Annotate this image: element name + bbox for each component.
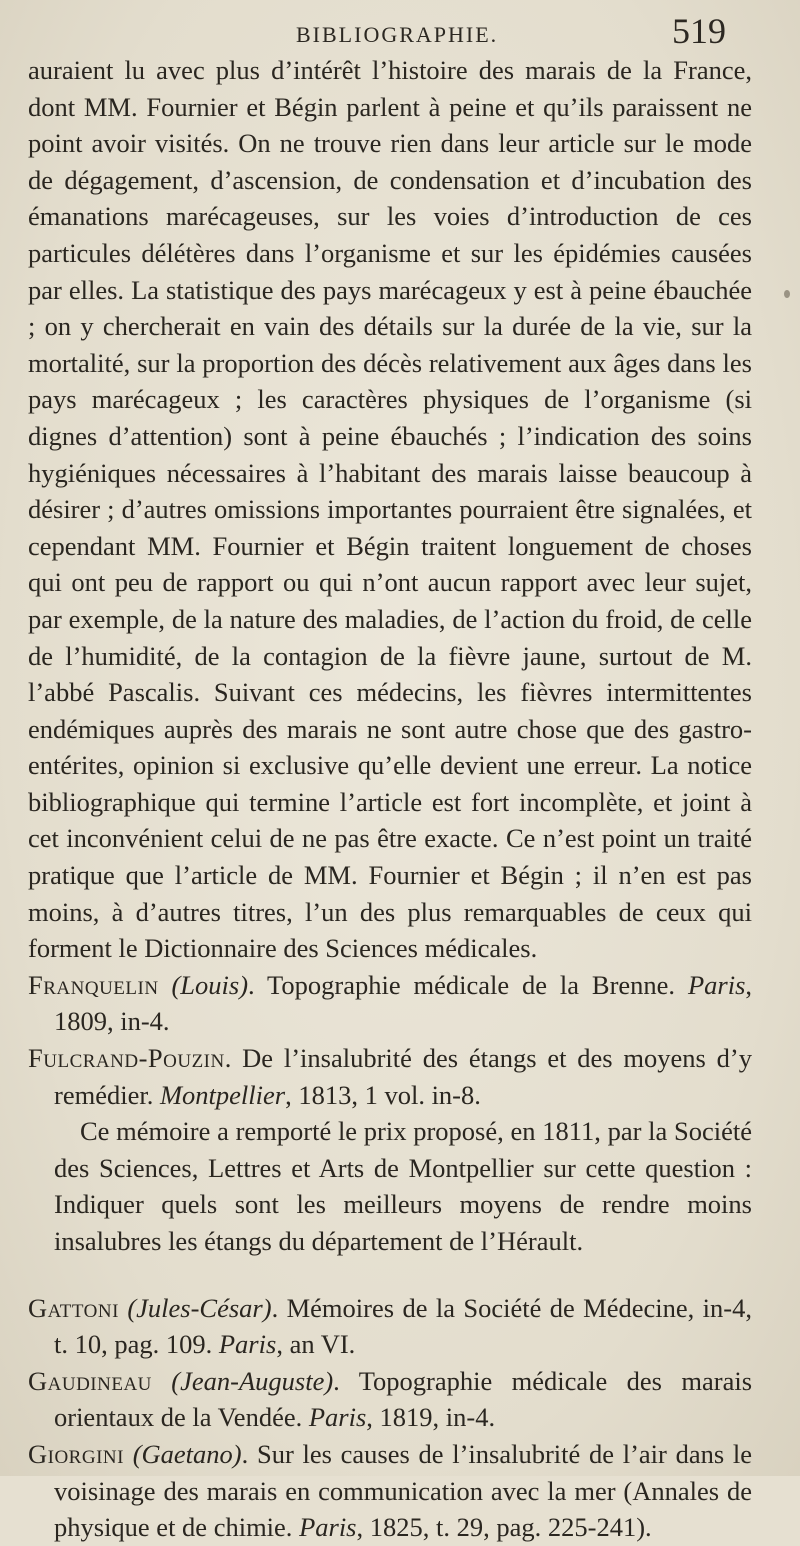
- entry-author: Gaudineau: [28, 1365, 152, 1396]
- entry-title: . Sur les causes de l’insalubrité de l’air dans le voisinage des marais en communication avec la mer (Annales de physique et de chimie.: [54, 1438, 752, 1543]
- page-body: [28, 52, 752, 1546]
- entry-author: Gattoni: [28, 1292, 119, 1323]
- entry-given-name: (Jean-Auguste): [171, 1365, 334, 1396]
- page-header: [0, 2, 800, 51]
- entry-details: , 1819, in-4.: [366, 1402, 496, 1433]
- entry-title: . De l’insalubrité des étangs et des moyens d’y remédier.: [54, 1043, 752, 1110]
- entry-title: . Topographie médicale des marais orientaux de la Vendée.: [54, 1365, 753, 1433]
- entry-place: Paris: [299, 1512, 357, 1543]
- entry-given-name: (Gaetano): [132, 1438, 242, 1469]
- bibliography-entry: [28, 1290, 752, 1363]
- bibliography-entry: [28, 1436, 752, 1546]
- bibliography-entry: [28, 1363, 752, 1436]
- entry-details: , an VI.: [276, 1329, 356, 1360]
- entry-details: , 1825, t. 29, pag. 225-241).: [356, 1512, 652, 1543]
- entry-place: Paris: [218, 1329, 277, 1360]
- page-number: 519: [672, 11, 726, 51]
- entry-given-name: (Jules-César): [127, 1292, 272, 1323]
- running-title: BIBLIOGRAPHIE.: [296, 22, 499, 47]
- paper-stain: [784, 290, 790, 298]
- bibliography-entry: [28, 967, 752, 1040]
- entry-author: Fulcrand-Pouzin: [28, 1043, 225, 1074]
- entry-given-name: (Louis): [171, 969, 249, 1000]
- entry-place: Montpellier: [159, 1079, 286, 1110]
- intro-paragraph: auraient lu avec plus d’intérêt l’histoire des marais de la France, dont MM. Fournier et Bégin parlent à peine et qu’ils paraissent ne point avoir visités. On ne trouve rien dans leur article sur le mode de dégagement, d’ascension, de condensation et d’incubation des émanations marécageuses, sur les voies d’introduction de ces particules délétères dans l’organisme et sur les épidémies causées par elles. La statistique des pays marécageux y est à peine ébauchée ; on y chercherait en vain des détails sur la durée de la vie, sur la mortalité, sur la proportion des décès relativement aux âges dans les pays marécageux ; les caractères physiques de l’organisme (si dignes d’attention) sont à peine ébauchés ; l’indication des soins hygiéniques nécessaires à l’habitant des marais laisse beaucoup à désirer ; d’autres omissions importantes pourraient être signalées, et cependant MM. Fournier et Bégin traitent longuement de choses qui ont peu de rapport ou qui n’ont aucun rapport avec leur sujet, par exemple, de la nature des maladies, de l’action du froid, de celle de l’humidité, de la contagion de la fièvre jaune, surtout de M. l’abbé Pascalis. Suivant ces médecins, les fièvres intermittentes endémiques auprès des marais ne sont autre chose que des gastro-entérites, opinion si exclusive qu’elle devient une erreur. La notice bibliographique qui termine l’article est fort incomplète, et joint à cet inconvénient celui de ne pas être exacte. Ce n’est point un traité pratique que l’article de MM. Fournier et Bégin ; il n’en est pas moins, à d’autres titres, l’un des plus remarquables de ceux qui forment le Dictionnaire des Sciences médicales.: [28, 55, 752, 964]
- entry-note: Ce mémoire a remporté le prix proposé, en 1811, par la Société des Sciences, Lettres et Arts de Montpellier sur cette question : Indiquer quels sont les meilleurs moyens de rendre moins insalubres les étangs du département de l’Hérault.: [54, 1116, 752, 1256]
- entry-details: , 1813, 1 vol. in-8.: [285, 1079, 481, 1110]
- bibliography-entry: [28, 1040, 752, 1260]
- entry-author: Giorgini: [28, 1438, 124, 1469]
- entry-place: Paris: [308, 1402, 367, 1433]
- entry-details: , 1809, in-4.: [54, 969, 753, 1037]
- entry-author: Franquelin: [28, 969, 159, 1000]
- entry-title: . Mémoires de la Société de Médecine, in-4, t. 10, pag. 109.: [54, 1292, 752, 1360]
- entry-title: . Topographie médicale de la Brenne.: [248, 969, 676, 1000]
- entry-place: Paris: [687, 969, 746, 1000]
